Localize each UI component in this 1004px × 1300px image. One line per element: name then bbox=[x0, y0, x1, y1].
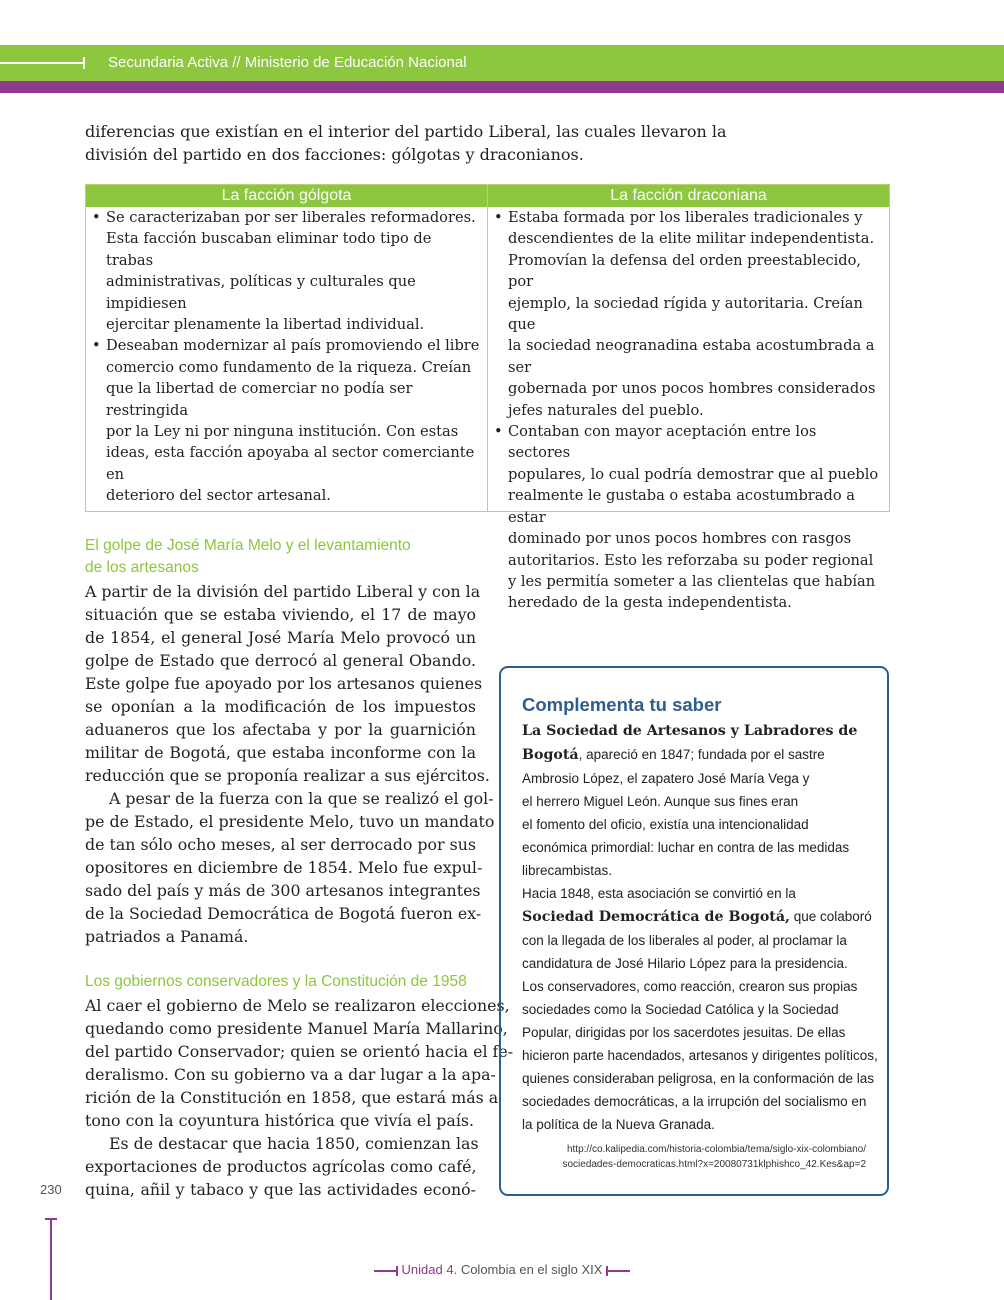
text-line: rición de la Constitución en 1858, que estará más a bbox=[85, 1088, 499, 1107]
box-title: Complementa tu saber bbox=[522, 694, 722, 715]
text-line: patriados a Panamá. bbox=[85, 927, 249, 946]
text-line: candidatura de José Hilario López para la presidencia. bbox=[522, 956, 848, 971]
text-line: Hacia 1848, esta asociación se convirtió en la bbox=[522, 886, 796, 901]
section-title-melo bbox=[85, 535, 411, 579]
text-line: económica primordial: luchar en contra de las medidas bbox=[522, 840, 850, 855]
intro-line: diferencias que existían en el interior del partido Liberal, las cuales llevaron la bbox=[85, 122, 727, 141]
text-line bbox=[522, 743, 872, 767]
text-line: el fomento del oficio, existía una intencionalidad bbox=[522, 817, 809, 832]
footer-unit: Unidad 4. bbox=[401, 1262, 458, 1277]
text-line: opositores en diciembre de 1854. Melo fue expul- bbox=[85, 858, 483, 877]
page-number: 230 bbox=[40, 1182, 62, 1197]
text-line: sociedades democráticas, a la irrupción del socialismo en bbox=[522, 1094, 867, 1109]
text-line: golpe de Estado que derrocó al general Obando. bbox=[85, 651, 476, 670]
item-line: ejemplo, la sociedad rígida y autoritaria. Creían que bbox=[508, 294, 863, 334]
golgota-list bbox=[86, 207, 487, 507]
box-body bbox=[522, 719, 878, 1136]
text-line: deralismo. Con su gobierno va a dar lugar a la apa- bbox=[85, 1065, 496, 1084]
url-line[interactable]: http://co.kalipedia.com/historia-colombia/tema/siglo-xix-colombiano/ bbox=[566, 1144, 866, 1155]
item-line: Contaban con mayor aceptación entre los sectores bbox=[508, 423, 817, 462]
text-line: hicieron parte hacendados, artesanos y dirigentes políticos, bbox=[522, 1048, 878, 1063]
title-line: El golpe de José María Melo y el levantamiento bbox=[85, 537, 411, 554]
text-segment: , apareció en 1847; fundada por el sastre bbox=[578, 747, 825, 762]
bold-text: Sociedad Democrática de Bogotá, bbox=[522, 909, 790, 925]
text-line: Los conservadores, como reacción, crearon sus propias bbox=[522, 979, 858, 994]
text-line: Popular, dirigidas por los sacerdotes jesuitas. De ellas bbox=[522, 1025, 846, 1040]
item-line: ideas, esta facción apoyaba al sector comerciante en bbox=[106, 444, 475, 483]
paragraph-conservadores-2 bbox=[85, 1132, 479, 1201]
item-line: por la Ley ni por ninguna institución. Con estas bbox=[106, 423, 459, 441]
text-line: situación que se estaba viviendo, el 17 de mayo bbox=[85, 605, 476, 624]
text-line bbox=[522, 905, 872, 929]
paragraph-conservadores-1 bbox=[85, 994, 514, 1132]
header-title: Secundaria Activa // Ministerio de Educación Nacional bbox=[108, 54, 467, 71]
text-line: A pesar de la fuerza con la que se realizó el gol- bbox=[109, 789, 494, 808]
bold-text: Bogotá bbox=[522, 747, 579, 763]
draconiana-column bbox=[488, 185, 889, 612]
text-segment: que colaboró bbox=[789, 909, 872, 924]
text-line: del partido Conservador; quien se orientó hacia el fe- bbox=[85, 1042, 514, 1061]
item-line: gobernada por unos pocos hombres considerados bbox=[508, 380, 876, 398]
item-line: Estaba formada por los liberales tradicionales y bbox=[508, 209, 863, 226]
text-line: aduaneros que los afectaba y por la guarnición bbox=[85, 720, 476, 739]
section-title-conservadores: Los gobiernos conservadores y la Constitución de 1958 bbox=[85, 973, 467, 990]
item-line: ejercitar plenamente la libertad individual. bbox=[106, 316, 425, 334]
item-line: realmente le gustaba o estaba acostumbrado a estar bbox=[508, 487, 855, 526]
draconiana-list bbox=[488, 207, 889, 614]
item-line: jefes naturales del pueblo. bbox=[508, 401, 704, 419]
golgota-header: La facción gólgota bbox=[86, 185, 487, 207]
list-item bbox=[492, 207, 883, 421]
text-line: exportaciones de productos agrícolas como café, bbox=[85, 1157, 477, 1176]
item-line: heredado de la gesta independentista. bbox=[508, 594, 792, 612]
margin-rule bbox=[50, 1218, 52, 1300]
bullet-icon: • bbox=[92, 337, 101, 355]
text-line: A partir de la división del partido Liberal y con la bbox=[85, 582, 481, 601]
list-item bbox=[90, 335, 481, 506]
text-line: Ambrosio López, el zapatero José María Vega y bbox=[522, 771, 810, 786]
text-line: la política de la Nueva Granada. bbox=[522, 1117, 715, 1132]
title-line: de los artesanos bbox=[85, 559, 199, 576]
text-line: quedando como presidente Manuel María Mallarino, bbox=[85, 1019, 508, 1038]
text-line: el herrero Miguel León. Aunque sus fines eran bbox=[522, 794, 799, 809]
header-stripe bbox=[0, 81, 1004, 93]
footer-rule-left bbox=[374, 1270, 398, 1272]
text-line: quina, añil y tabaco y que las actividades econó- bbox=[85, 1180, 476, 1199]
item-line: descendientes de la elite militar independentista. bbox=[508, 230, 875, 248]
header-rule-tick bbox=[83, 57, 85, 69]
source-url[interactable] bbox=[562, 1142, 866, 1172]
bullet-icon: • bbox=[92, 209, 101, 226]
item-line: autoritarios. Esto les reforzaba su poder regional bbox=[508, 551, 874, 569]
footer bbox=[0, 1262, 1004, 1277]
paragraph-melo-2 bbox=[85, 787, 495, 948]
intro-line: división del partido en dos facciones: gólgotas y draconianos. bbox=[85, 145, 584, 164]
text-line: Es de destacar que hacia 1850, comienzan las bbox=[109, 1134, 479, 1153]
item-line: Se caracterizaban por ser liberales reformadores. bbox=[106, 209, 476, 226]
item-line: dominado por unos pocos hombres con rasgos bbox=[508, 530, 852, 548]
item-line: deterioro del sector artesanal. bbox=[106, 487, 331, 505]
golgota-column bbox=[86, 185, 488, 511]
text-line: reducción que se proponía realizar a sus ejércitos. bbox=[85, 766, 490, 785]
intro-paragraph bbox=[85, 120, 805, 166]
text-line: de 1854, el general José María Melo provocó un bbox=[85, 628, 476, 647]
text-line: Este golpe fue apoyado por los artesanos quienes bbox=[85, 674, 483, 693]
complementa-box bbox=[499, 666, 889, 1196]
item-line: que la libertad de comerciar no podía ser restringida bbox=[106, 380, 413, 419]
text-line: tono con la coyuntura histórica que vivía el país. bbox=[85, 1111, 475, 1130]
item-line: Deseaban modernizar al país promoviendo el libre bbox=[106, 337, 480, 355]
text-line: librecambistas. bbox=[522, 863, 613, 878]
header-rule bbox=[0, 62, 84, 64]
text-line: sociedades como la Sociedad Católica y la Sociedad bbox=[522, 1002, 839, 1017]
text-line: de la Sociedad Democrática de Bogotá fueron ex- bbox=[85, 904, 482, 923]
item-line: comercio como fundamento de la riqueza. Creían bbox=[106, 358, 472, 376]
item-line: administrativas, políticas y culturales que impidiesen bbox=[106, 273, 416, 312]
list-item bbox=[90, 207, 481, 335]
text-line: pe de Estado, el presidente Melo, tuvo un mandato bbox=[85, 812, 495, 831]
item-line: la sociedad neogranadina estaba acostumbrada a ser bbox=[508, 337, 875, 376]
text-line: quienes consideraban peligrosa, en la conformación de las bbox=[522, 1071, 874, 1086]
item-line: y les permitía someter a las clientelas que habían bbox=[508, 572, 876, 590]
margin-rule-tick bbox=[45, 1218, 57, 1220]
text-line: sado del país y más de 300 artesanos integrantes bbox=[85, 881, 481, 900]
bold-text: La Sociedad de Artesanos y Labradores de bbox=[522, 723, 858, 739]
text-line: se oponían a la modificación de los impuestos bbox=[85, 697, 476, 716]
text-line: militar de Bogotá, que estaba inconforme con la bbox=[85, 743, 476, 762]
text-line: de tan sólo ocho meses, al ser derrocado por sus bbox=[85, 835, 476, 854]
text-line: Al caer el gobierno de Melo se realizaron elecciones, bbox=[85, 996, 510, 1015]
footer-rule-right bbox=[606, 1270, 630, 1272]
item-line: Esta facción buscaban eliminar todo tipo de trabas bbox=[106, 230, 432, 269]
bullet-icon: • bbox=[494, 209, 503, 226]
bullet-icon: • bbox=[494, 423, 503, 441]
url-line[interactable]: sociedades-democraticas.html?x=20080731klphishco_42.Kes&ap=2 bbox=[562, 1159, 866, 1170]
paragraph-melo-1 bbox=[85, 580, 490, 787]
list-item bbox=[492, 421, 883, 614]
text-line bbox=[522, 719, 872, 743]
item-line: Promovían la defensa del orden preestablecido, por bbox=[508, 251, 862, 291]
draconiana-header: La facción draconiana bbox=[488, 185, 889, 207]
footer-unit-title: Colombia en el siglo XIX bbox=[460, 1262, 603, 1277]
item-line: populares, lo cual podría demostrar que al pueblo bbox=[508, 465, 879, 483]
text-line: con la llegada de los liberales al poder, al proclamar la bbox=[522, 933, 847, 948]
